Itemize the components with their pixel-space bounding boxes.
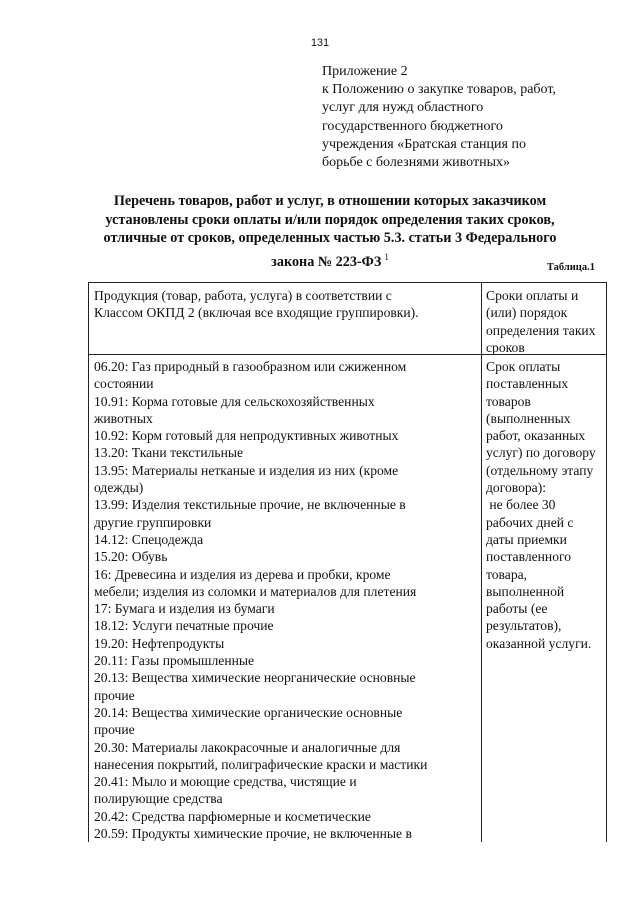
product-line: 20.14: Вещества химические органические основные bbox=[94, 704, 403, 720]
page-number: 131 bbox=[310, 37, 330, 49]
product-line: 13.99: Изделия текстильные прочие, не включенные в bbox=[94, 497, 406, 513]
terms-line: работ, оказанных bbox=[486, 428, 586, 444]
product-line: прочие bbox=[94, 722, 135, 738]
terms-line: поставленного bbox=[486, 549, 572, 565]
column-divider bbox=[481, 283, 482, 842]
appendix-line: борьбе с болезнями животных» bbox=[322, 155, 511, 171]
product-line: 19.20: Нефтепродукты bbox=[94, 635, 225, 651]
terms-table bbox=[88, 282, 607, 842]
table-label: Таблица.1 bbox=[546, 262, 595, 273]
appendix-line: учреждения «Братская станция по bbox=[322, 136, 526, 152]
product-line: 15.20: Обувь bbox=[94, 549, 168, 565]
payment-terms bbox=[486, 358, 604, 652]
footnote-mark: 1 bbox=[384, 251, 389, 262]
appendix-line: к Положению о закупке товаров, работ, bbox=[322, 82, 556, 98]
product-line: 17: Бумага и изделия из бумаги bbox=[94, 601, 275, 617]
product-line: 16: Древесина и изделия из дерева и пробки, кроме bbox=[94, 566, 391, 582]
product-line: мебели; изделия из соломки и материалов для плетения bbox=[94, 583, 417, 599]
title-line: закона № 223-ФЗ bbox=[271, 253, 382, 270]
product-line: нанесения покрытий, полиграфические краски и мастики bbox=[94, 756, 428, 772]
appendix-line: Приложение 2 bbox=[322, 64, 408, 79]
terms-line: результатов), bbox=[486, 618, 562, 634]
terms-line: (отдельному этапу bbox=[486, 462, 594, 478]
terms-line: товара, bbox=[486, 566, 528, 582]
appendix-line: государственного бюджетного bbox=[322, 118, 503, 134]
header-line: определения таких bbox=[486, 322, 596, 338]
product-line: 18.12: Услуги печатные прочие bbox=[94, 618, 274, 634]
terms-line: оказанной услуги. bbox=[486, 635, 592, 651]
terms-line: договора): bbox=[486, 480, 547, 496]
terms-line: товаров bbox=[486, 393, 531, 409]
terms-line: работы (ее bbox=[486, 601, 548, 617]
product-line: 10.91: Корма готовые для сельскохозяйственных bbox=[94, 393, 375, 409]
product-line: 20.59: Продукты химические прочие, не включенные в bbox=[94, 826, 412, 842]
product-line: другие группировки bbox=[94, 514, 212, 530]
product-line: 10.92: Корм готовый для непродуктивных животных bbox=[94, 428, 399, 444]
title-line-last bbox=[60, 248, 600, 272]
terms-line: рабочих дней с bbox=[486, 514, 574, 530]
appendix-block bbox=[322, 63, 597, 172]
product-line: 13.95: Материалы нетканые и изделия из них (кроме bbox=[94, 462, 399, 478]
terms-line: услуг) по договору bbox=[486, 445, 596, 461]
header-terms bbox=[486, 287, 604, 356]
terms-line: выполненной bbox=[486, 583, 565, 599]
product-line: 20.30: Материалы лакокрасочные и аналогичные для bbox=[94, 739, 401, 755]
product-line: 20.13: Вещества химические неорганические основные bbox=[94, 670, 416, 686]
header-line: сроков bbox=[486, 339, 525, 355]
product-line: 20.11: Газы промышленные bbox=[94, 653, 255, 669]
product-line: 20.42: Средства парфюмерные и косметические bbox=[94, 808, 371, 824]
header-line: Продукция (товар, работа, услуга) в соответствии с bbox=[94, 288, 392, 303]
product-line: полирующие средства bbox=[94, 791, 223, 807]
product-line: состоянии bbox=[94, 376, 154, 392]
product-line: 20.41: Мыло и моющие средства, чистящие и bbox=[94, 774, 357, 790]
terms-line: поставленных bbox=[486, 376, 569, 392]
terms-line: даты приемки bbox=[486, 531, 567, 547]
header-products bbox=[94, 287, 474, 322]
title-line: установлены сроки оплаты и/или порядок определения таких сроков, bbox=[105, 211, 555, 228]
terms-line: (выполненных bbox=[486, 410, 571, 426]
terms-line: Срок оплаты bbox=[486, 359, 561, 374]
header-line: Сроки оплаты и bbox=[486, 288, 579, 303]
product-line: одежды) bbox=[94, 480, 144, 496]
product-line: 06.20: Газ природный в газообразном или сжиженном bbox=[94, 359, 407, 374]
header-line: (или) порядок bbox=[486, 305, 568, 321]
products-list bbox=[94, 358, 476, 842]
appendix-line: услуг для нужд областного bbox=[322, 100, 484, 116]
document-title bbox=[60, 192, 600, 271]
product-line: животных bbox=[94, 410, 153, 426]
product-line: 13.20: Ткани текстильные bbox=[94, 445, 244, 461]
product-line: 14.12: Спецодежда bbox=[94, 531, 204, 547]
title-line: отличные от сроков, определенных частью 5.3. статьи 3 Федерального bbox=[103, 230, 557, 246]
header-line: Классом ОКПД 2 (включая все входящие группировки). bbox=[94, 305, 419, 321]
title-line: Перечень товаров, работ и услуг, в отношении которых заказчиком bbox=[113, 193, 547, 209]
product-line: прочие bbox=[94, 687, 135, 703]
terms-line: не более 30 bbox=[486, 497, 556, 513]
